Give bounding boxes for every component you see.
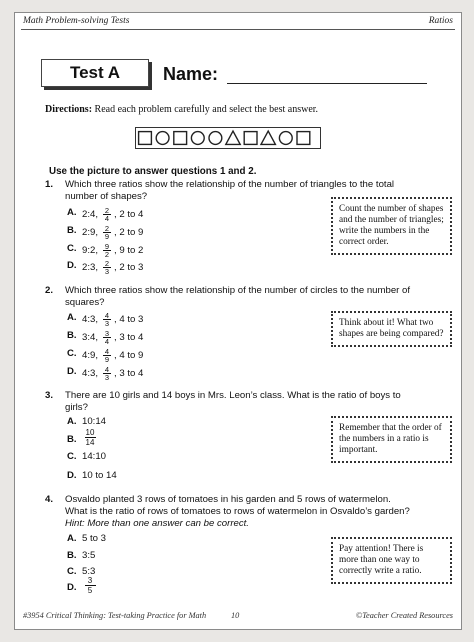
fraction-denominator: 9 bbox=[104, 232, 110, 241]
header-right: Ratios bbox=[428, 16, 453, 26]
option-letter: B. bbox=[67, 434, 77, 445]
answer-option-c[interactable] bbox=[67, 451, 187, 465]
directions bbox=[45, 104, 318, 115]
worksheet-page bbox=[14, 12, 462, 630]
option-text bbox=[82, 260, 143, 275]
question-text-body: There are 10 girls and 14 boys in Mrs. Leon’s class. What is the ratio of boys to girls? bbox=[65, 390, 401, 413]
question-text-body: Osvaldo planted 3 rows of tomatoes in his garden and 5 rows of watermelon. What is the ratio of rows of tomatoes to rows of watermelon in Osvaldo’s garden? bbox=[65, 494, 410, 517]
option-text bbox=[82, 207, 143, 222]
fraction-denominator: 3 bbox=[104, 373, 110, 382]
option-ratio: 2:3, bbox=[82, 262, 99, 274]
option-text bbox=[82, 550, 95, 562]
option-ratio: 14:10 bbox=[82, 451, 107, 462]
option-text bbox=[82, 533, 106, 545]
circle-icon bbox=[279, 132, 292, 145]
fraction-denominator: 3 bbox=[104, 319, 110, 328]
option-ratio-words: , 4 to 9 bbox=[114, 350, 144, 362]
picture-intro: Use the picture to answer questions 1 and 2. bbox=[49, 166, 257, 177]
fraction-numerator: 3 bbox=[104, 329, 110, 338]
name-label: Name: bbox=[163, 64, 219, 84]
option-ratio-words: , 2 to 4 bbox=[114, 209, 144, 221]
answer-option-c[interactable] bbox=[67, 243, 187, 257]
question-text-body: Which three ratios show the relationship of the number of circles to the number of squares? bbox=[65, 285, 411, 308]
answer-option-d[interactable] bbox=[67, 470, 187, 484]
option-letter: D. bbox=[67, 260, 77, 271]
square-icon bbox=[139, 132, 152, 145]
answer-option-b[interactable] bbox=[67, 225, 187, 239]
fraction-numerator: 4 bbox=[104, 347, 110, 356]
fraction-denominator: 3 bbox=[104, 267, 110, 276]
fraction-denominator: 4 bbox=[104, 214, 110, 223]
answer-option-d[interactable] bbox=[67, 576, 187, 596]
fraction-numerator: 2 bbox=[104, 206, 110, 215]
option-text bbox=[82, 330, 143, 345]
tip-box-4: Pay attention! There is more than one way to correctly write a ratio. bbox=[331, 537, 452, 584]
option-fraction bbox=[101, 312, 113, 327]
option-ratio: 2:9, bbox=[82, 227, 99, 239]
question-number: 1. bbox=[45, 179, 54, 190]
question-hint: Hint: More than one answer can be correct. bbox=[65, 518, 249, 529]
header-divider bbox=[21, 29, 455, 30]
directions-text: Read each problem carefully and select the best answer. bbox=[94, 104, 319, 115]
option-letter: B. bbox=[67, 330, 77, 341]
option-ratio: 4:9, bbox=[82, 350, 99, 362]
option-ratio: 5:3 bbox=[82, 566, 96, 577]
fraction-numerator: 9 bbox=[104, 242, 110, 251]
footer-page-number: 10 bbox=[231, 611, 240, 620]
option-text bbox=[82, 348, 143, 363]
fraction-numerator: 10 bbox=[85, 428, 95, 437]
option-letter: A. bbox=[67, 312, 77, 323]
question-text-body: Which three ratios show the relationship of the number of triangles to the total number of shapes? bbox=[65, 179, 395, 202]
answer-option-a[interactable] bbox=[67, 533, 187, 547]
option-ratio: 9:2, bbox=[82, 245, 99, 257]
option-fraction bbox=[101, 243, 113, 258]
option-ratio-words: , 2 to 9 bbox=[114, 227, 144, 239]
tip-box-1: Count the number of shapes and the number of triangles; write the numbers in the correct order. bbox=[331, 197, 452, 255]
option-letter: C. bbox=[67, 243, 77, 254]
fraction-denominator: 9 bbox=[104, 355, 110, 364]
directions-label: Directions: bbox=[45, 104, 93, 115]
option-fraction bbox=[101, 207, 113, 222]
test-title-box bbox=[41, 59, 149, 87]
tip-box-2: Think about it! What two shapes are being compared? bbox=[331, 311, 452, 347]
fraction-numerator: 4 bbox=[104, 365, 110, 374]
question-text bbox=[65, 285, 415, 309]
question-number: 4. bbox=[45, 494, 54, 505]
option-text bbox=[82, 225, 143, 240]
option-text bbox=[82, 416, 106, 428]
fraction-denominator: 14 bbox=[85, 438, 95, 447]
name-line bbox=[227, 83, 427, 84]
fraction-denominator: 5 bbox=[87, 586, 93, 595]
square-icon bbox=[174, 132, 187, 145]
question-text bbox=[65, 494, 415, 530]
option-ratio: 4:3, bbox=[82, 368, 99, 380]
option-letter: C. bbox=[67, 348, 77, 359]
circle-icon bbox=[209, 132, 222, 145]
option-ratio: 4:3, bbox=[82, 314, 99, 326]
shapes-strip-svg bbox=[136, 128, 320, 148]
option-ratio-words: , 3 to 4 bbox=[114, 332, 144, 344]
answer-option-b[interactable] bbox=[67, 330, 187, 344]
option-letter: C. bbox=[67, 566, 77, 577]
option-letter: A. bbox=[67, 207, 77, 218]
answer-option-d[interactable] bbox=[67, 366, 187, 380]
question-number: 2. bbox=[45, 285, 54, 296]
triangle-icon bbox=[226, 131, 240, 144]
triangle-icon bbox=[261, 131, 275, 144]
option-letter: A. bbox=[67, 416, 77, 427]
option-fraction bbox=[82, 576, 98, 595]
option-ratio-words: , 2 to 3 bbox=[114, 262, 144, 274]
answer-option-b[interactable] bbox=[67, 428, 187, 448]
test-title: Test A bbox=[69, 63, 121, 82]
fraction-numerator: 2 bbox=[104, 259, 110, 268]
option-ratio: 10 to 14 bbox=[82, 470, 117, 481]
header-left: Math Problem-solving Tests bbox=[23, 16, 130, 26]
tip-box-3: Remember that the order of the numbers in a ratio is important. bbox=[331, 416, 452, 463]
footer-left: #3954 Critical Thinking: Test-taking Practice for Math bbox=[23, 611, 207, 620]
option-fraction bbox=[101, 348, 113, 363]
option-letter: D. bbox=[67, 582, 77, 593]
question-text bbox=[65, 390, 415, 414]
option-letter: D. bbox=[67, 470, 77, 481]
option-letter: A. bbox=[67, 533, 77, 544]
square-icon bbox=[244, 132, 257, 145]
option-ratio-words: , 4 to 3 bbox=[114, 314, 144, 326]
square-icon bbox=[297, 132, 310, 145]
footer-right: ©Teacher Created Resources bbox=[355, 611, 453, 620]
shapes-strip bbox=[135, 127, 321, 149]
option-ratio: 5 to 3 bbox=[82, 533, 107, 544]
option-letter: C. bbox=[67, 451, 77, 462]
option-ratio: 2:4, bbox=[82, 209, 99, 221]
option-text bbox=[82, 312, 143, 327]
answer-option-d[interactable] bbox=[67, 260, 187, 274]
circle-icon bbox=[191, 132, 204, 145]
option-ratio: 10:14 bbox=[82, 416, 107, 427]
option-fraction bbox=[101, 260, 113, 275]
option-letter: D. bbox=[67, 366, 77, 377]
circle-icon bbox=[156, 132, 169, 145]
answer-option-b[interactable] bbox=[67, 550, 187, 564]
option-fraction bbox=[82, 428, 98, 447]
option-ratio-words: , 9 to 2 bbox=[114, 245, 144, 257]
option-letter: B. bbox=[67, 225, 77, 236]
fraction-numerator: 2 bbox=[104, 224, 110, 233]
answer-option-a[interactable] bbox=[67, 207, 187, 221]
option-ratio-words: , 3 to 4 bbox=[114, 368, 144, 380]
option-letter: B. bbox=[67, 550, 77, 561]
fraction-numerator: 4 bbox=[104, 311, 110, 320]
option-text bbox=[82, 451, 106, 463]
fraction-denominator: 2 bbox=[104, 250, 110, 259]
answer-option-c[interactable] bbox=[67, 348, 187, 362]
option-ratio: 3:5 bbox=[82, 550, 96, 561]
fraction-denominator: 4 bbox=[104, 337, 110, 346]
option-text bbox=[82, 243, 143, 258]
option-ratio: 3:4, bbox=[82, 332, 99, 344]
option-text bbox=[82, 366, 143, 381]
option-fraction bbox=[101, 330, 113, 345]
fraction-numerator: 3 bbox=[87, 576, 93, 585]
option-fraction bbox=[101, 366, 113, 381]
question-number: 3. bbox=[45, 390, 54, 401]
option-fraction bbox=[101, 225, 113, 240]
option-text bbox=[82, 470, 117, 482]
answer-option-a[interactable] bbox=[67, 312, 187, 326]
